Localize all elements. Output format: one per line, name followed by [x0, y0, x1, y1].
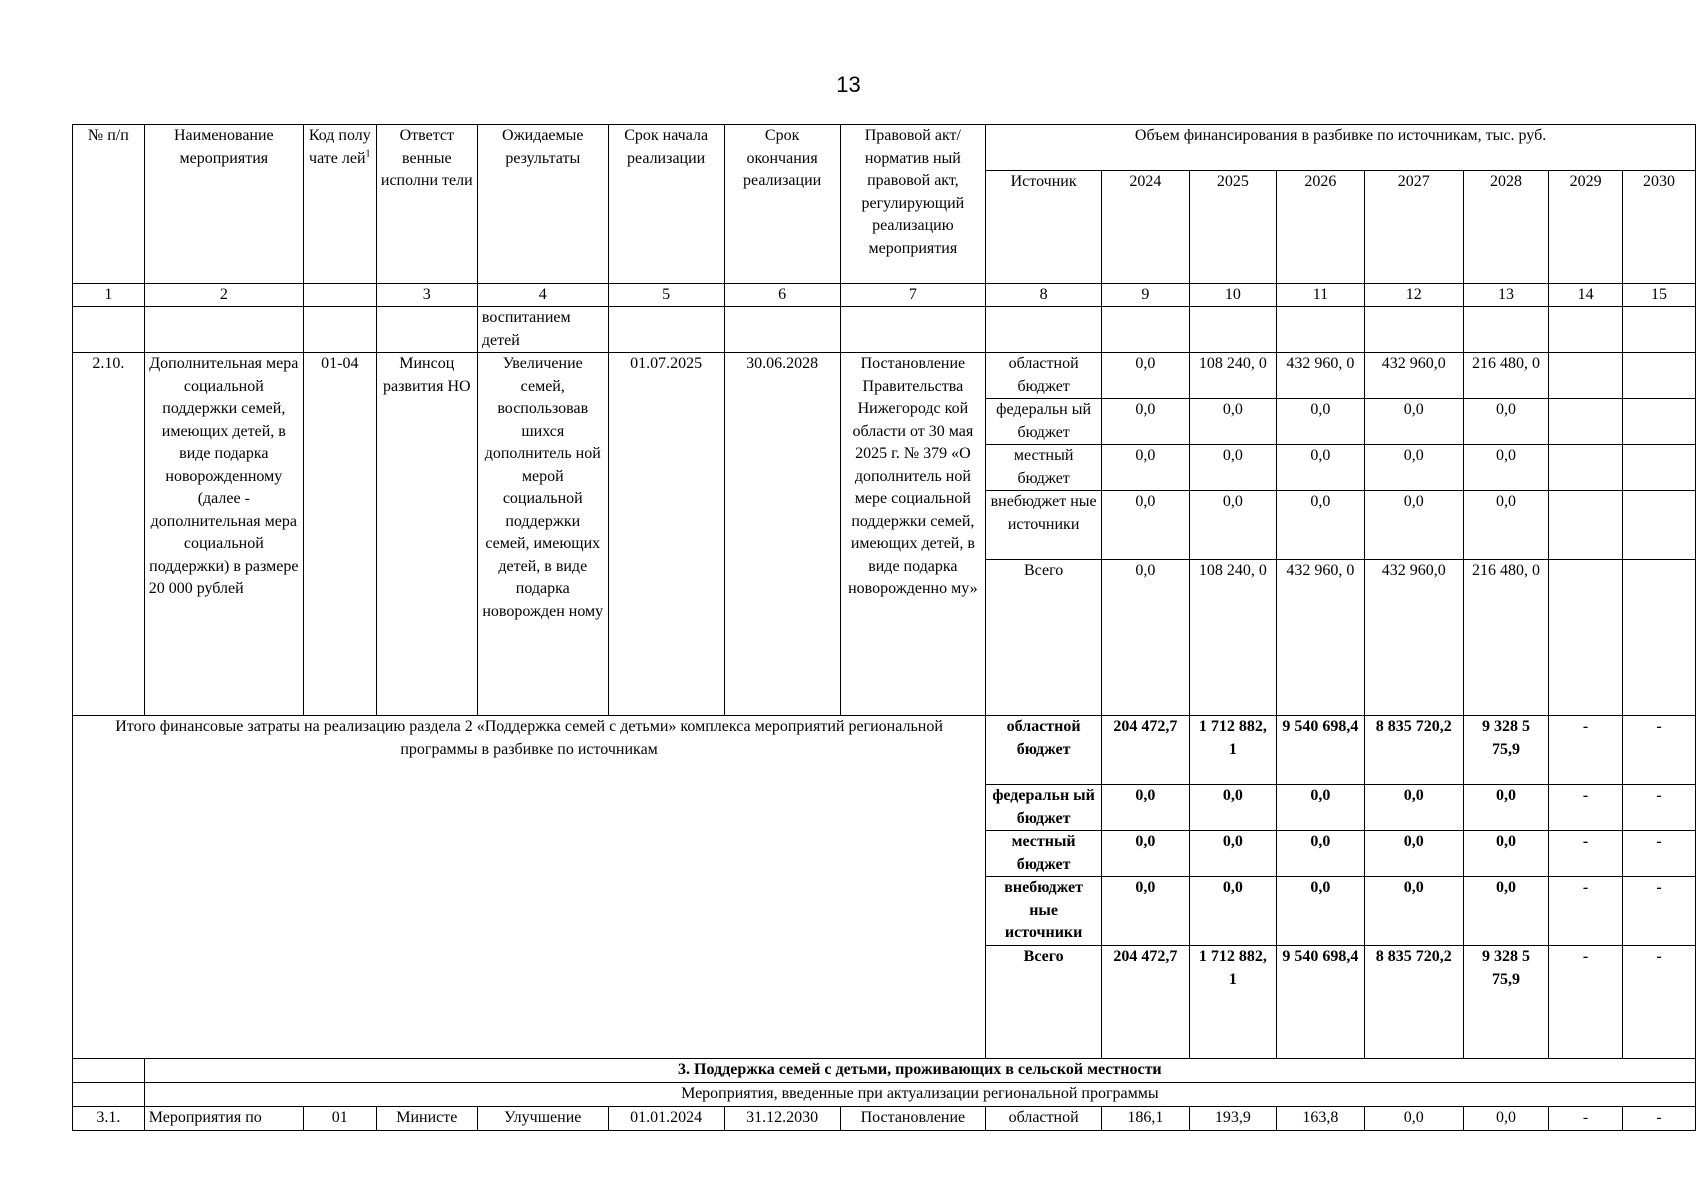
value-cell: 0,0: [1364, 491, 1463, 560]
recipient-code: 01: [303, 1107, 376, 1131]
source-label: Всего: [986, 560, 1102, 716]
value-cell: 432 960,0: [1364, 353, 1463, 399]
end-date: 31.12.2030: [724, 1107, 840, 1131]
value-cell: -: [1622, 716, 1695, 785]
source-label: федеральн ый бюджет: [986, 785, 1102, 831]
value-cell: 0,0: [1102, 399, 1190, 445]
value-cell: 432 960,0: [1364, 560, 1463, 716]
row-number: 3.1.: [73, 1107, 145, 1131]
value-cell: 0,0: [1364, 399, 1463, 445]
row-number: 2.10.: [73, 353, 145, 716]
start-date: 01.07.2025: [608, 353, 724, 716]
header-end: Срок окончания реализации: [724, 125, 840, 284]
value-cell: 0,0: [1463, 877, 1548, 946]
value-cell: 0,0: [1102, 785, 1190, 831]
header-start: Срок начала реализации: [608, 125, 724, 284]
header-year: 2024: [1102, 171, 1190, 284]
program-table: [72, 124, 1696, 1131]
expected-results: Увеличение семей, воспользовав шихся дополнитель ной мерой социальной поддержки семей, имеющих детей, в виде подарка новорожден ному: [477, 353, 608, 716]
source-label: областной бюджет: [986, 353, 1102, 399]
value-cell: [1622, 445, 1695, 491]
value-cell: 163,8: [1277, 1107, 1365, 1131]
value-cell: 8 835 720,2: [1364, 946, 1463, 1059]
header-year: 2030: [1622, 171, 1695, 284]
value-cell: 0,0: [1189, 877, 1277, 946]
section-subtitle: Мероприятия, введенные при актуализации региональной программы: [144, 1083, 1695, 1107]
column-number: 6: [724, 284, 840, 307]
header-year: 2026: [1277, 171, 1365, 284]
header-responsible: Ответст венные исполни тели: [376, 125, 477, 284]
value-cell: 0,0: [1102, 491, 1190, 560]
column-number: 14: [1549, 284, 1623, 307]
value-cell: -: [1622, 877, 1695, 946]
value-cell: 0,0: [1364, 445, 1463, 491]
value-cell: -: [1549, 785, 1623, 831]
value-cell: 0,0: [1102, 560, 1190, 716]
value-cell: 432 960, 0: [1277, 353, 1365, 399]
value-cell: 204 472,7: [1102, 716, 1190, 785]
table-row: [73, 353, 1696, 399]
value-cell: [1549, 560, 1623, 716]
value-cell: [1549, 353, 1623, 399]
value-cell: 0,0: [1277, 445, 1365, 491]
value-cell: 0,0: [1463, 491, 1548, 560]
value-cell: 0,0: [1189, 491, 1277, 560]
value-cell: 9 328 5 75,9: [1463, 946, 1548, 1059]
column-number: 11: [1277, 284, 1365, 307]
value-cell: 0,0: [1189, 785, 1277, 831]
source-label: областной: [986, 1107, 1102, 1131]
header-funding: Объем финансирования в разбивке по источникам, тыс. руб.: [986, 125, 1696, 171]
value-cell: [1622, 491, 1695, 560]
page-number: 13: [836, 72, 861, 97]
column-number: 4: [477, 284, 608, 307]
measure-name: Дополнительная мера социальной поддержки семей, имеющих детей, в виде подарка новорожденному (далее - дополнительная мера социальной поддержки) в размере 20 000 рублей: [144, 353, 303, 716]
value-cell: 0,0: [1277, 491, 1365, 560]
section-subtitle-row: [73, 1083, 1696, 1107]
value-cell: 1 712 882, 1: [1189, 946, 1277, 1059]
source-label: федеральн ый бюджет: [986, 399, 1102, 445]
column-number: [303, 284, 376, 307]
value-cell: [1549, 491, 1623, 560]
header-year: 2029: [1549, 171, 1623, 284]
column-number: 7: [840, 284, 986, 307]
value-cell: 0,0: [1364, 1107, 1463, 1131]
value-cell: 1 712 882, 1: [1189, 716, 1277, 785]
value-cell: 0,0: [1277, 877, 1365, 946]
value-cell: -: [1622, 831, 1695, 877]
value-cell: 216 480, 0: [1463, 353, 1548, 399]
value-cell: 0,0: [1102, 353, 1190, 399]
value-cell: 0,0: [1364, 785, 1463, 831]
value-cell: 0,0: [1463, 1107, 1548, 1131]
source-label: местный бюджет: [986, 445, 1102, 491]
value-cell: 0,0: [1463, 831, 1548, 877]
value-cell: 0,0: [1102, 445, 1190, 491]
value-cell: 0,0: [1102, 831, 1190, 877]
value-cell: -: [1549, 1107, 1623, 1131]
column-number: 8: [986, 284, 1102, 307]
value-cell: 0,0: [1189, 445, 1277, 491]
expected-results: Улучшение: [477, 1107, 608, 1131]
header-source: Источник: [986, 171, 1102, 284]
value-cell: [1549, 445, 1623, 491]
value-cell: [1549, 399, 1623, 445]
value-cell: 108 240, 0: [1189, 353, 1277, 399]
value-cell: -: [1549, 877, 1623, 946]
responsible: Министе: [376, 1107, 477, 1131]
header-code: Код полу чате лей$^1$: [303, 125, 376, 284]
value-cell: 108 240, 0: [1189, 560, 1277, 716]
value-cell: 204 472,7: [1102, 946, 1190, 1059]
value-cell: 0,0: [1189, 399, 1277, 445]
column-number: 1: [73, 284, 145, 307]
continuation-row: [73, 307, 1696, 353]
value-cell: 8 835 720,2: [1364, 716, 1463, 785]
value-cell: 0,0: [1463, 785, 1548, 831]
column-number: 3: [376, 284, 477, 307]
legal-act: Постановление: [840, 1107, 986, 1131]
header-year: 2028: [1463, 171, 1548, 284]
column-number: 12: [1364, 284, 1463, 307]
value-cell: 0,0: [1277, 399, 1365, 445]
source-label: внебюджет ные источники: [986, 877, 1102, 946]
value-cell: -: [1622, 1107, 1695, 1131]
value-cell: 0,0: [1277, 831, 1365, 877]
section-title-row: [73, 1059, 1696, 1083]
column-number: 5: [608, 284, 724, 307]
value-cell: 216 480, 0: [1463, 560, 1548, 716]
value-cell: 9 540 698,4: [1277, 716, 1365, 785]
value-cell: 186,1: [1102, 1107, 1190, 1131]
value-cell: [1622, 560, 1695, 716]
column-number: 9: [1102, 284, 1190, 307]
source-label: внебюджет ные источники: [986, 491, 1102, 560]
header-row: [73, 125, 1696, 171]
header-year: 2025: [1189, 171, 1277, 284]
header-legal-act: Правовой акт/норматив ный правовой акт, регулирующий реализацию мероприятия: [840, 125, 986, 284]
value-cell: [1622, 353, 1695, 399]
start-date: 01.01.2024: [608, 1107, 724, 1131]
continuation-text: воспитанием детей: [477, 307, 608, 353]
value-cell: 0,0: [1364, 877, 1463, 946]
source-label: областной бюджет: [986, 716, 1102, 785]
header-num: № п/п: [73, 125, 145, 284]
value-cell: 0,0: [1463, 445, 1548, 491]
source-label: Всего: [986, 946, 1102, 1059]
measure-name: Мероприятия по: [144, 1107, 303, 1131]
legal-act: Постановление Правительства Нижегородс кой области от 30 мая 2025 г. № 379 «О дополнитель ной мере социальной поддержки семей, имеющих детей, в виде подарка новорожденно му»: [840, 353, 986, 716]
value-cell: 0,0: [1463, 399, 1548, 445]
value-cell: 9 328 5 75,9: [1463, 716, 1548, 785]
value-cell: 0,0: [1277, 785, 1365, 831]
value-cell: [1622, 399, 1695, 445]
responsible: Минсоц развития НО: [376, 353, 477, 716]
column-number: 10: [1189, 284, 1277, 307]
value-cell: -: [1622, 946, 1695, 1059]
header-name: Наименование мероприятия: [144, 125, 303, 284]
column-number: 2: [144, 284, 303, 307]
value-cell: -: [1549, 831, 1623, 877]
value-cell: -: [1549, 716, 1623, 785]
end-date: 30.06.2028: [724, 353, 840, 716]
value-cell: 9 540 698,4: [1277, 946, 1365, 1059]
section-title: 3. Поддержка семей с детьми, проживающих в сельской местности: [144, 1059, 1695, 1083]
value-cell: 432 960, 0: [1277, 560, 1365, 716]
column-number-row: [73, 284, 1696, 307]
header-expected: Ожидаемые результаты: [477, 125, 608, 284]
value-cell: 0,0: [1102, 877, 1190, 946]
value-cell: 0,0: [1364, 831, 1463, 877]
recipient-code: 01-04: [303, 353, 376, 716]
source-label: местный бюджет: [986, 831, 1102, 877]
column-number: 15: [1622, 284, 1695, 307]
value-cell: 193,9: [1189, 1107, 1277, 1131]
summary-label: Итого финансовые затраты на реализацию раздела 2 «Поддержка семей с детьми» комплекса мероприятий региональной программы в разбивке по источникам: [73, 716, 986, 1059]
column-number: 13: [1463, 284, 1548, 307]
value-cell: -: [1622, 785, 1695, 831]
table-row: [73, 1107, 1696, 1131]
value-cell: 0,0: [1189, 831, 1277, 877]
value-cell: -: [1549, 946, 1623, 1059]
header-year: 2027: [1364, 171, 1463, 284]
summary-row: [73, 716, 1696, 785]
